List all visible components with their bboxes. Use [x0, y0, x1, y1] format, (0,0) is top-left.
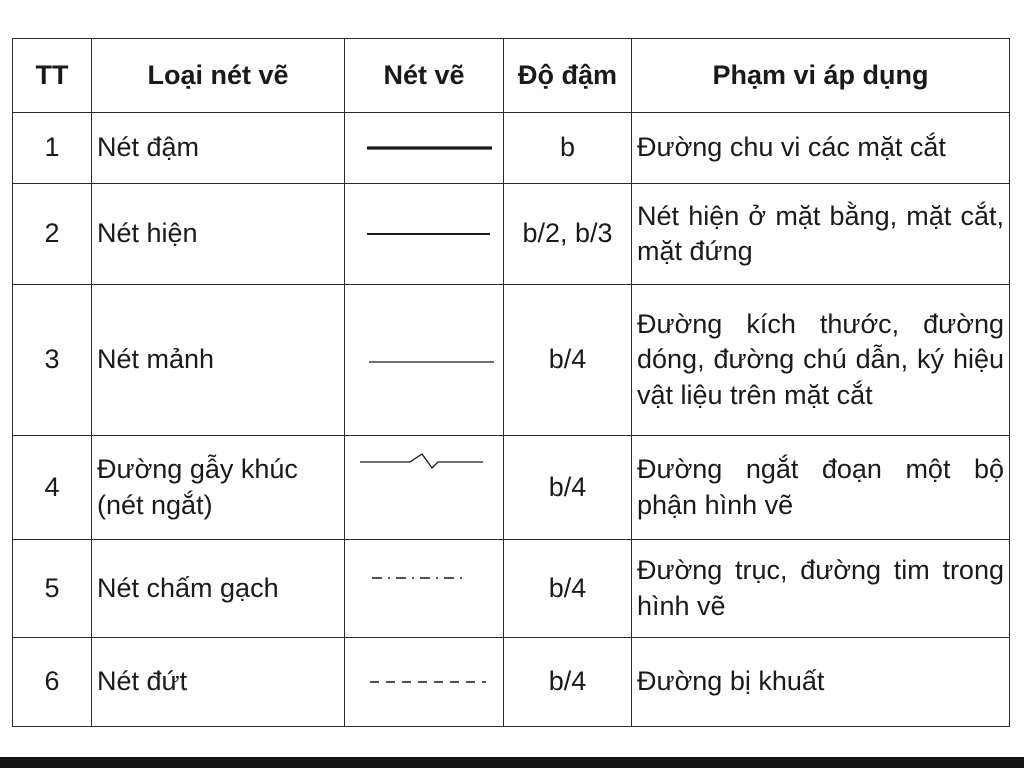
bottom-edge-bar: [0, 757, 1024, 768]
line-weight: b/4: [504, 285, 632, 436]
row-number: 2: [13, 184, 92, 285]
line-type-name: Nét mảnh: [92, 285, 345, 436]
line-scope: Nét hiện ở mặt bằng, mặt cắt, mặt đứng: [632, 184, 1010, 285]
line-sample-cell: [345, 638, 504, 727]
line-type-name: Nét hiện: [92, 184, 345, 285]
line-sample-cell: [345, 436, 504, 540]
medium-solid-line: [350, 224, 509, 244]
header-line-type: Loại nét vẽ: [92, 39, 345, 113]
line-sample-cell: [345, 540, 504, 638]
row-number: 5: [13, 540, 92, 638]
line-sample-cell: [345, 113, 504, 184]
line-weight: b/2, b/3: [504, 184, 632, 285]
table-row: [13, 113, 1010, 184]
line-type-name: Nét chấm gạch: [92, 540, 345, 638]
line-scope: Đường bị khuất: [632, 638, 1010, 727]
thick-solid-line: [350, 138, 509, 158]
header-scope: Phạm vi áp dụng: [632, 39, 1010, 113]
dashed-line: [350, 672, 509, 692]
line-scope: Đường trục, đường tim trong hình vẽ: [632, 540, 1010, 638]
header-row: [13, 39, 1010, 113]
row-number: 6: [13, 638, 92, 727]
table-row: [13, 184, 1010, 285]
table-row: [13, 285, 1010, 436]
line-weight: b/4: [504, 436, 632, 540]
row-number: 1: [13, 113, 92, 184]
thin-solid-line: [350, 350, 509, 370]
row-number: 3: [13, 285, 92, 436]
header-tt: TT: [13, 39, 92, 113]
line-scope: Đường chu vi các mặt cắt: [632, 113, 1010, 184]
table-row: [13, 436, 1010, 540]
line-sample-cell: [345, 184, 504, 285]
line-sample-cell: [345, 285, 504, 436]
line-types-table: [12, 38, 1010, 727]
line-weight: b: [504, 113, 632, 184]
header-line-sample: Nét vẽ: [345, 39, 504, 113]
line-type-name: Đường gẫy khúc (nét ngắt): [92, 436, 345, 540]
line-scope: Đường kích thước, đường dóng, đường chú dẫn, ký hiệu vật liệu trên mặt cắt: [632, 285, 1010, 436]
line-type-name: Nét đứt: [92, 638, 345, 727]
line-type-name: Nét đậm: [92, 113, 345, 184]
break-line: [350, 450, 509, 474]
header-weight: Độ đậm: [504, 39, 632, 113]
line-weight: b/4: [504, 540, 632, 638]
line-weight: b/4: [504, 638, 632, 727]
table-row: [13, 638, 1010, 727]
dash-dot-line: [350, 568, 509, 588]
row-number: 4: [13, 436, 92, 540]
table-row: [13, 540, 1010, 638]
line-scope: Đường ngắt đoạn một bộ phận hình vẽ: [632, 436, 1010, 540]
